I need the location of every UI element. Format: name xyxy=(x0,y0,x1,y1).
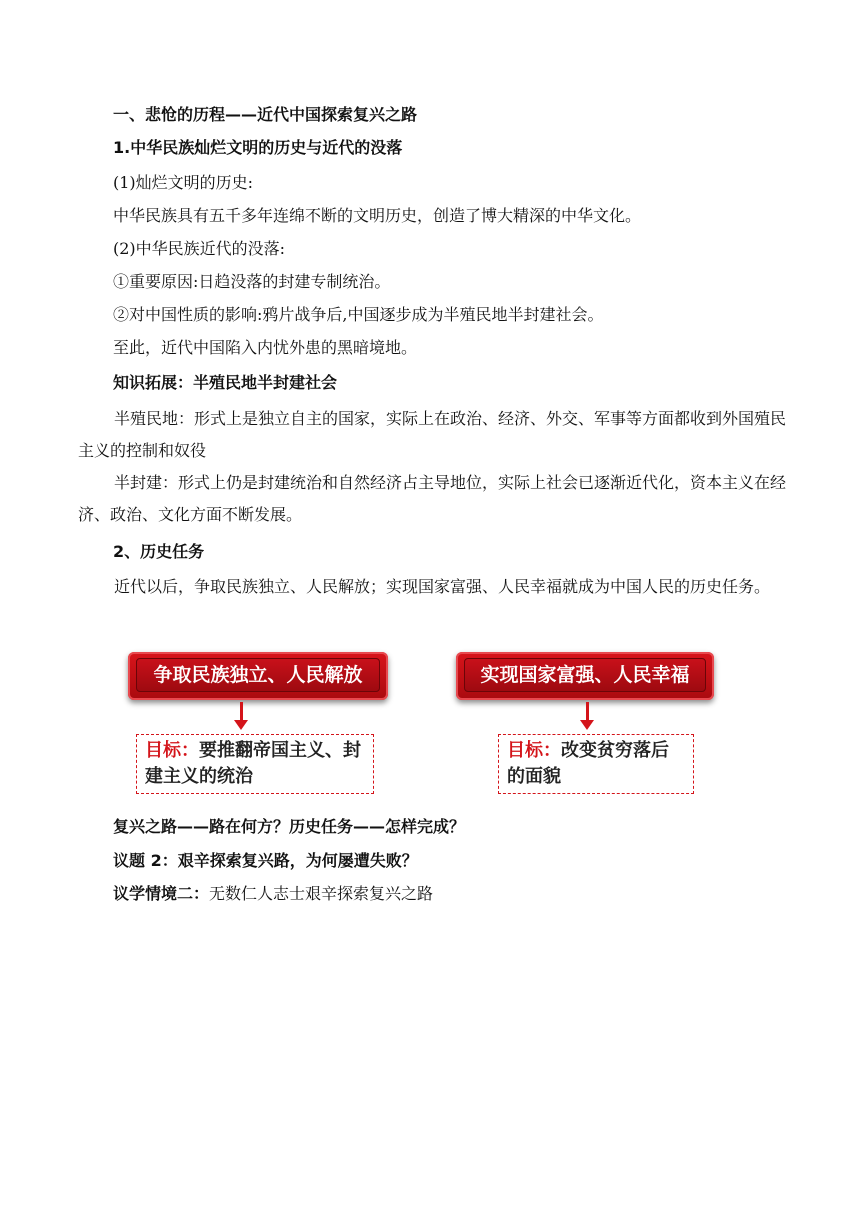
extension-title: 知识拓展：半殖民地半封建社会 xyxy=(113,373,338,392)
scenario-line xyxy=(113,883,433,905)
left-goal-box xyxy=(136,734,374,794)
question-1: 复兴之路——路在何方？历史任务——怎样完成？ xyxy=(113,817,466,836)
section-2-title: 2、历史任务 xyxy=(113,542,205,561)
question-2: 议题 2：艰辛探索复兴路，为何屡遭失败？ xyxy=(113,851,418,870)
scenario-text: 无数仁人志士艰辛探索复兴之路 xyxy=(209,884,434,903)
section-2-text: 近代以后，争取民族独立、人民解放；实现国家富强、人民幸福就成为中国人民的历史任务。 xyxy=(114,577,771,596)
right-goal-text: 改变贫穷落后的面貌 xyxy=(507,740,669,787)
subsection-a-text: 中华民族具有五千多年连绵不断的文明历史，创造了博大精深的中华文化。 xyxy=(113,206,642,225)
subsection-a-title: (1)灿烂文明的历史: xyxy=(113,173,254,192)
left-arrow xyxy=(240,702,243,722)
left-goal-label: 目标： xyxy=(145,740,199,761)
subsection-b-item-3: 至此，近代中国陷入内忧外患的黑暗境地。 xyxy=(113,338,418,357)
right-task-label: 实现国家富强、人民幸福 xyxy=(464,658,706,692)
left-task-box xyxy=(128,652,388,700)
right-arrow-head-icon xyxy=(580,720,594,730)
left-goal-text: 要推翻帝国主义、封建主义的统治 xyxy=(145,740,361,787)
right-goal-label: 目标： xyxy=(507,740,561,761)
left-arrow-head-icon xyxy=(234,720,248,730)
task-diagram xyxy=(110,648,720,798)
right-goal-box xyxy=(498,734,694,794)
section-1-title: 1.中华民族灿烂文明的历史与近代的没落 xyxy=(113,138,403,157)
extension-paragraph-2: 半封建：形式上仍是封建统治和自然经济占主导地位，实际上社会已逐渐近代化，资本主义在经济、政治、文化方面不断发展。 xyxy=(78,473,787,524)
scenario-label: 议学情境二： xyxy=(113,884,210,903)
extension-paragraph-1: 半殖民地：形式上是独立自主的国家，实际上在政治、经济、外交、军事等方面都收到外国殖民主义的控制和奴役 xyxy=(78,409,787,460)
right-task-box xyxy=(456,652,714,700)
subsection-b-title: (2)中华民族近代的没落: xyxy=(113,239,286,258)
section-heading: 一、悲怆的历程——近代中国探索复兴之路 xyxy=(113,105,418,124)
left-task-label: 争取民族独立、人民解放 xyxy=(136,658,380,692)
right-arrow xyxy=(586,702,589,722)
subsection-b-item-2: ②对中国性质的影响:鸦片战争后,中国逐步成为半殖民地半封建社会。 xyxy=(113,305,604,324)
subsection-b-item-1: ①重要原因:日趋没落的封建专制统治。 xyxy=(113,272,391,291)
